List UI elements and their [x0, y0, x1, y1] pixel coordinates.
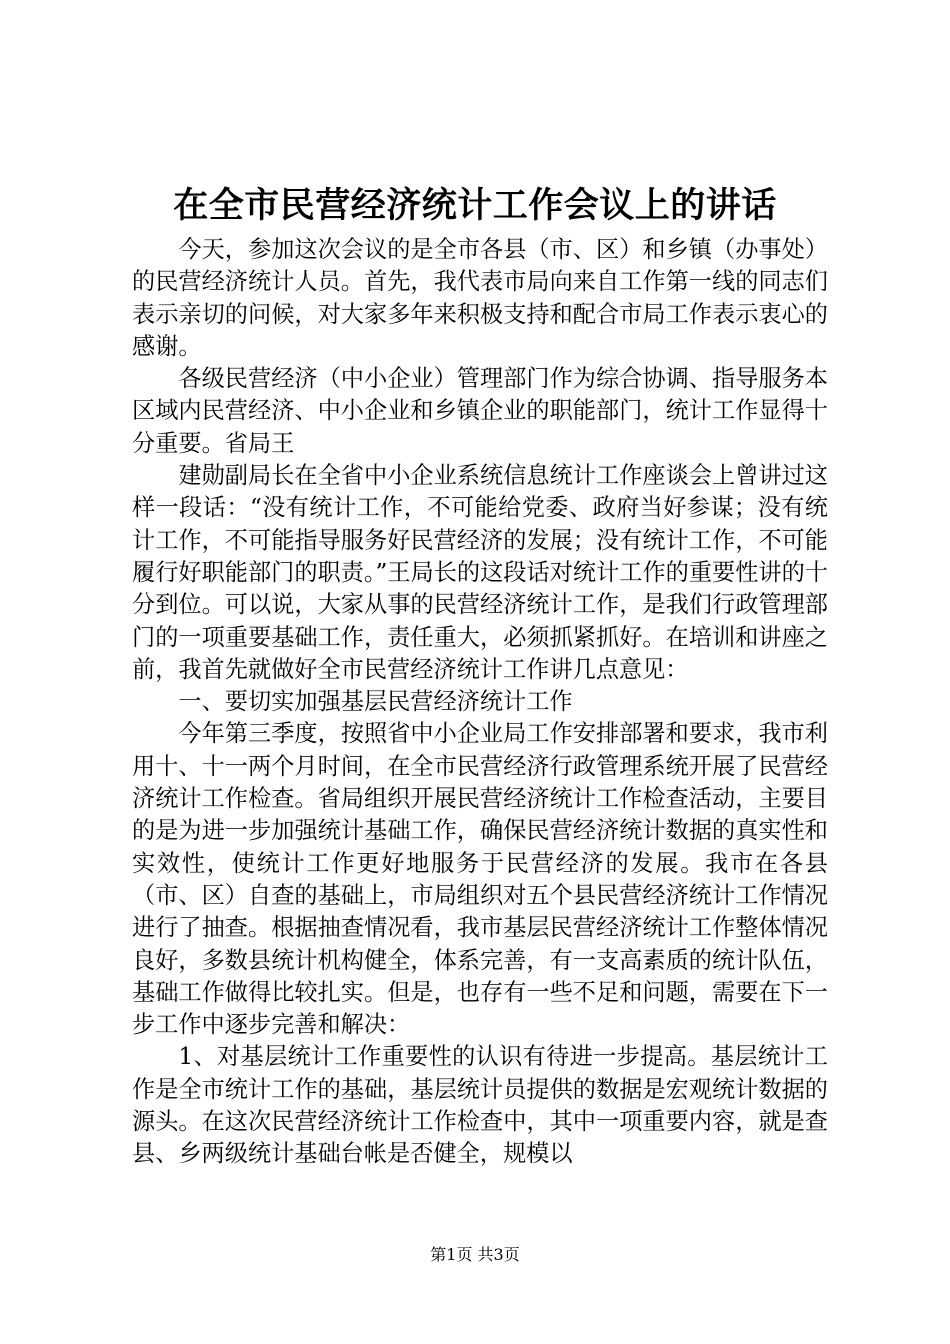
page-footer: 第1页 共3页	[430, 1245, 520, 1264]
paragraph-importance: 各级民营经济（中小企业）管理部门作为综合协调、指导服务本区域内民营经济、中小企业和乡镇企业的职能部门，统计工作显得十分重要。省局王	[132, 365, 828, 457]
section-heading-1: 一、要切实加强基层民营经济统计工作	[178, 688, 573, 716]
paragraph-point-1: 1、对基层统计工作重要性的认识有待进一步提高。基层统计工作是全市统计工作的基础，基层统计员提供的数据是宏观统计数据的源头。在这次民营经济统计工作检查中，其中一项重要内容，就是查县、乡两级统计基础台帐是否健全，规模以	[132, 1043, 828, 1168]
paragraph-quote: 建勋副局长在全省中小企业系统信息统计工作座谈会上曾讲过这样一段话：“没有统计工作，不可能给党委、政府当好参谋；没有统计工作，不可能指导服务好民营经济的发展；没有统计工作，不可能履行好职能部门的职责。”王局长的这段话对统计工作的重要性讲的十分到位。可以说，大家从事的民营经济统计工作，是我们行政管理部门的一项重要基础工作，责任重大，必须抓紧抓好。在培训和讲座之前，我首先就做好全市民营经济统计工作讲几点意见：	[132, 462, 828, 683]
paragraph-inspection: 今年第三季度，按照省中小企业局工作安排部署和要求，我市利用十、十一两个月时间，在全市民营经济行政管理系统开展了民营经济统计工作检查。省局组织开展民营经济统计工作检查活动，主要目的是为进一步加强统计基础工作，确保民营经济统计数据的真实性和实效性，使统计工作更好地服务于民营经济的发展。我市在各县（市、区）自查的基础上，市局组织对五个县民营经济统计工作情况进行了抽查。根据抽查情况看，我市基层民营经济统计工作整体情况良好，多数县统计机构健全，体系完善，有一支高素质的统计队伍，基础工作做得比较扎实。但是，也存有一些不足和问题，需要在下一步工作中逐步完善和解决：	[132, 720, 828, 1039]
document-title: 在全市民营经济统计工作会议上的讲话	[173, 186, 777, 226]
paragraph-intro: 今天，参加这次会议的是全市各县（市、区）和乡镇（办事处）的民营经济统计人员。首先，我代表市局向来自工作第一线的同志们表示亲切的问候，对大家多年来积极支持和配合市局工作表示衷心的感谢。	[132, 236, 828, 360]
document-body	[132, 234, 828, 1171]
